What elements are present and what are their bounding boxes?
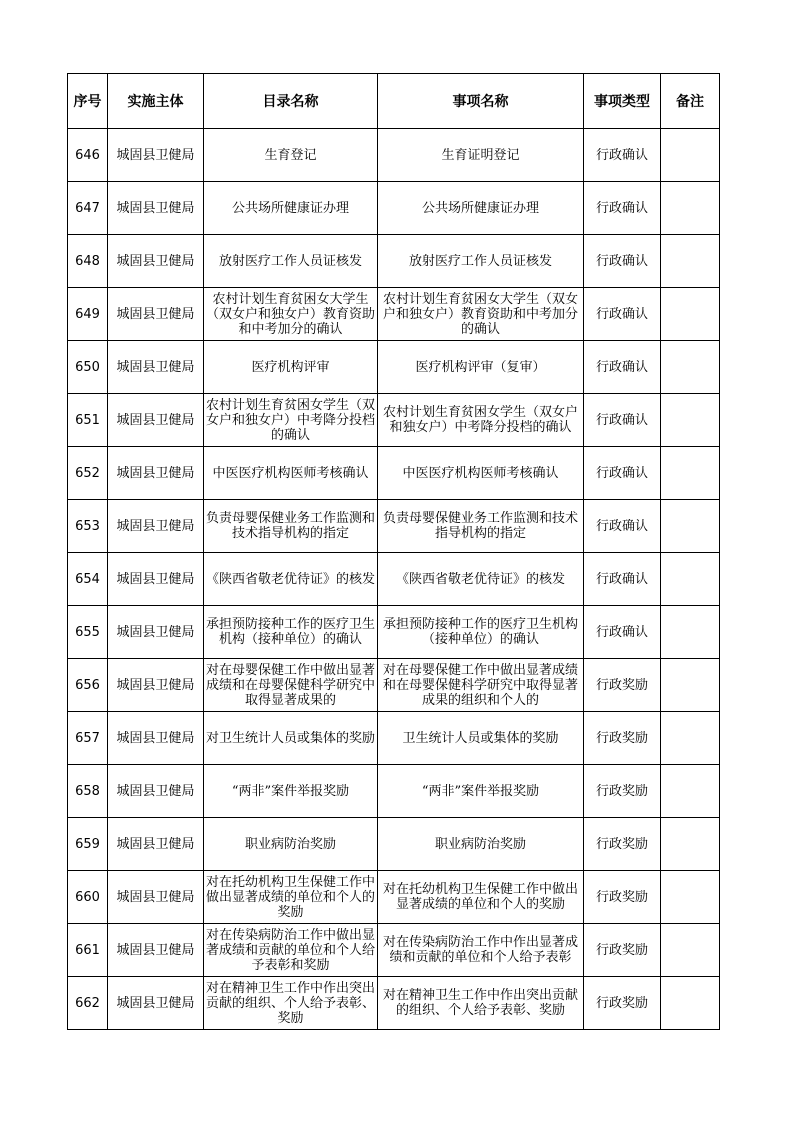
cell-note — [661, 447, 720, 500]
table-row — [68, 924, 720, 977]
cell-type-text: 行政奖励 — [595, 995, 648, 1011]
cell-catalog-text: 中医医疗机构医师考核确认 — [212, 465, 369, 481]
cell-note — [661, 659, 720, 712]
cell-type-text: 行政奖励 — [595, 889, 648, 905]
cell-type — [584, 659, 661, 712]
cell-no — [68, 924, 108, 977]
cell-catalog — [204, 977, 378, 1030]
cell-item-text: 公共场所健康证办理 — [421, 200, 539, 216]
cell-catalog-text: 负责母婴保健业务工作监测和技术指导机构的指定 — [206, 511, 375, 541]
cell-catalog-text: 对卫生统计人员或集体的奖励 — [206, 730, 375, 746]
cell-agency-text: 城固县卫健局 — [116, 730, 195, 746]
cell-no — [68, 659, 108, 712]
cell-type-text: 行政确认 — [595, 147, 648, 163]
cell-item-text: 《陕西省敬老优待证》的核发 — [395, 571, 565, 587]
cell-agency — [108, 977, 204, 1030]
cell-item-text: 承担预防接种工作的医疗卫生机构（接种单位）的确认 — [382, 617, 578, 647]
header-note: 备注 — [661, 74, 720, 129]
header-item: 事项名称 — [378, 74, 584, 129]
cell-agency-text: 城固县卫健局 — [116, 889, 195, 905]
cell-note — [661, 977, 720, 1030]
cell-agency — [108, 394, 204, 447]
table-row — [68, 977, 720, 1030]
cell-agency — [108, 924, 204, 977]
cell-catalog-text: 职业病防治奖励 — [244, 836, 336, 852]
cell-agency-text: 城固县卫健局 — [116, 412, 195, 428]
cell-item — [378, 712, 584, 765]
cell-no-text: 660 — [75, 889, 100, 905]
cell-item — [378, 659, 584, 712]
cell-item — [378, 341, 584, 394]
table-row — [68, 288, 720, 341]
cell-agency-text: 城固县卫健局 — [116, 359, 195, 375]
cell-no-text: 662 — [75, 995, 100, 1011]
cell-type-text: 行政奖励 — [595, 942, 648, 958]
table-row — [68, 606, 720, 659]
cell-catalog — [204, 765, 378, 818]
cell-agency — [108, 341, 204, 394]
cell-catalog-text: 公共场所健康证办理 — [231, 200, 349, 216]
table-row — [68, 341, 720, 394]
cell-agency-text: 城固县卫健局 — [116, 518, 195, 534]
cell-no-text: 656 — [75, 677, 100, 693]
cell-catalog — [204, 924, 378, 977]
cell-item — [378, 288, 584, 341]
cell-type-text: 行政奖励 — [595, 783, 648, 799]
cell-no — [68, 341, 108, 394]
table-row — [68, 447, 720, 500]
table-row — [68, 818, 720, 871]
cell-no-text: 657 — [75, 730, 100, 746]
cell-no-text: 653 — [75, 518, 100, 534]
cell-catalog-text: 承担预防接种工作的医疗卫生机构（接种单位）的确认 — [206, 617, 375, 647]
cell-note — [661, 341, 720, 394]
cell-catalog — [204, 712, 378, 765]
cell-no — [68, 765, 108, 818]
cell-note — [661, 871, 720, 924]
cell-agency — [108, 553, 204, 606]
cell-item — [378, 394, 584, 447]
cell-item-text: 生育证明登记 — [441, 147, 520, 163]
cell-type-text: 行政确认 — [595, 200, 648, 216]
cell-type — [584, 606, 661, 659]
cell-note — [661, 500, 720, 553]
cell-catalog-text: 《陕西省敬老优待证》的核发 — [206, 571, 375, 587]
cell-type-text: 行政确认 — [595, 412, 648, 428]
cell-no — [68, 182, 108, 235]
cell-catalog — [204, 394, 378, 447]
cell-item — [378, 606, 584, 659]
cell-agency — [108, 182, 204, 235]
cell-no-text: 655 — [75, 624, 100, 640]
cell-catalog — [204, 288, 378, 341]
cell-note — [661, 394, 720, 447]
cell-catalog — [204, 871, 378, 924]
cell-agency-text: 城固县卫健局 — [116, 465, 195, 481]
table-row — [68, 659, 720, 712]
table-row — [68, 182, 720, 235]
cell-note — [661, 553, 720, 606]
cell-no — [68, 447, 108, 500]
cell-note — [661, 606, 720, 659]
cell-agency — [108, 659, 204, 712]
cell-type — [584, 500, 661, 553]
cell-type — [584, 235, 661, 288]
cell-type-text: 行政奖励 — [595, 836, 648, 852]
cell-no — [68, 553, 108, 606]
cell-item-text: 对在精神卫生工作中作出突出贡献的组织、个人给予表彰、奖励 — [382, 988, 578, 1018]
cell-no-text: 658 — [75, 783, 100, 799]
cell-item — [378, 182, 584, 235]
cell-agency-text: 城固县卫健局 — [116, 624, 195, 640]
cell-note — [661, 288, 720, 341]
cell-no-text: 652 — [75, 465, 100, 481]
cell-no-text: 650 — [75, 359, 100, 375]
cell-type-text: 行政确认 — [595, 624, 648, 640]
cell-note — [661, 765, 720, 818]
cell-agency-text: 城固县卫健局 — [116, 995, 195, 1011]
cell-agency — [108, 500, 204, 553]
cell-catalog — [204, 235, 378, 288]
cell-catalog-text: 放射医疗工作人员证核发 — [218, 253, 362, 269]
cell-type — [584, 129, 661, 182]
cell-catalog — [204, 341, 378, 394]
cell-no — [68, 288, 108, 341]
cell-catalog-text: 对在传染病防治工作中做出显著成绩和贡献的单位和个人给予表彰和奖励 — [206, 927, 375, 973]
cell-item-text: 中医医疗机构医师考核确认 — [402, 465, 559, 481]
cell-agency-text: 城固县卫健局 — [116, 200, 195, 216]
cell-type — [584, 288, 661, 341]
cell-catalog-text: 农村计划生育贫困女学生（双女户和独女户）中考降分投档的确认 — [206, 397, 375, 443]
cell-type-text: 行政确认 — [595, 571, 648, 587]
cell-item-text: 农村计划生育贫困女大学生（双女户和独女户）教育资助和中考加分的确认 — [382, 291, 578, 337]
cell-no-text: 659 — [75, 836, 100, 852]
cell-no-text: 654 — [75, 571, 100, 587]
cell-no — [68, 394, 108, 447]
cell-item-text: 对在母婴保健工作中做出显著成绩和在母婴保健科学研究中取得显著成果的组织和个人的 — [382, 662, 578, 708]
cell-no-text: 661 — [75, 942, 100, 958]
cell-agency-text: 城固县卫健局 — [116, 147, 195, 163]
cell-type — [584, 182, 661, 235]
cell-catalog — [204, 182, 378, 235]
cell-item — [378, 500, 584, 553]
cell-item-text: 卫生统计人员或集体的奖励 — [402, 730, 559, 746]
cell-type-text: 行政确认 — [595, 518, 648, 534]
table-row — [68, 871, 720, 924]
table-row — [68, 765, 720, 818]
cell-no-text: 648 — [75, 253, 100, 269]
cell-item — [378, 924, 584, 977]
cell-catalog — [204, 659, 378, 712]
cell-agency — [108, 712, 204, 765]
header-row — [68, 74, 720, 129]
cell-catalog — [204, 447, 378, 500]
cell-type-text: 行政确认 — [595, 465, 648, 481]
cell-type — [584, 871, 661, 924]
cell-item-text: 负责母婴保健业务工作监测和技术指导机构的指定 — [382, 511, 578, 541]
cell-no — [68, 500, 108, 553]
cell-note — [661, 182, 720, 235]
cell-type-text: 行政确认 — [595, 253, 648, 269]
cell-type — [584, 553, 661, 606]
cell-note — [661, 235, 720, 288]
cell-item — [378, 129, 584, 182]
cell-agency-text: 城固县卫健局 — [116, 783, 195, 799]
cell-agency — [108, 606, 204, 659]
cell-catalog — [204, 606, 378, 659]
cell-type-text: 行政奖励 — [595, 677, 648, 693]
table-body — [68, 129, 720, 1030]
cell-note — [661, 712, 720, 765]
cell-no-text: 649 — [75, 306, 100, 322]
header-agency: 实施主体 — [108, 74, 204, 129]
cell-catalog-text: 对在精神卫生工作中作出突出贡献的组织、个人给予表彰、奖励 — [206, 980, 375, 1026]
table-row — [68, 712, 720, 765]
cell-no-text: 651 — [75, 412, 100, 428]
cell-agency-text: 城固县卫健局 — [116, 836, 195, 852]
cell-no — [68, 712, 108, 765]
table-row — [68, 553, 720, 606]
cell-agency — [108, 129, 204, 182]
cell-no — [68, 606, 108, 659]
cell-item — [378, 553, 584, 606]
cell-no-text: 646 — [75, 147, 100, 163]
table-row — [68, 129, 720, 182]
cell-no — [68, 235, 108, 288]
cell-item-text: 放射医疗工作人员证核发 — [408, 253, 552, 269]
cell-catalog-text: 医疗机构评审 — [251, 359, 330, 375]
cell-type — [584, 818, 661, 871]
header-no: 序号 — [68, 74, 108, 129]
cell-type — [584, 765, 661, 818]
cell-catalog — [204, 500, 378, 553]
cell-type-text: 行政确认 — [595, 359, 648, 375]
table-row — [68, 235, 720, 288]
cell-no — [68, 871, 108, 924]
cell-item — [378, 765, 584, 818]
cell-catalog-text: “两非”案件举报奖励 — [231, 783, 350, 799]
cell-agency — [108, 288, 204, 341]
cell-agency-text: 城固县卫健局 — [116, 677, 195, 693]
cell-no — [68, 818, 108, 871]
cell-agency-text: 城固县卫健局 — [116, 306, 195, 322]
cell-type — [584, 341, 661, 394]
cell-catalog-text: 对在母婴保健工作中做出显著成绩和在母婴保健科学研究中取得显著成果的 — [206, 662, 375, 708]
cell-item-text: 对在托幼机构卫生保健工作中做出显著成绩的单位和个人的奖励 — [382, 882, 578, 912]
cell-type — [584, 712, 661, 765]
cell-no-text: 647 — [75, 200, 100, 216]
cell-note — [661, 924, 720, 977]
cell-item-text: 医疗机构评审（复审） — [415, 359, 546, 375]
cell-type — [584, 977, 661, 1030]
cell-agency — [108, 235, 204, 288]
cell-type — [584, 447, 661, 500]
cell-agency-text: 城固县卫健局 — [116, 571, 195, 587]
cell-type-text: 行政奖励 — [595, 730, 648, 746]
cell-agency-text: 城固县卫健局 — [116, 253, 195, 269]
cell-item-text: 职业病防治奖励 — [434, 836, 526, 852]
cell-catalog-text: 农村计划生育贫困女大学生（双女户和独女户）教育资助和中考加分的确认 — [206, 291, 375, 337]
cell-agency — [108, 765, 204, 818]
cell-item-text: “两非”案件举报奖励 — [421, 783, 540, 799]
cell-catalog-text: 对在托幼机构卫生保健工作中做出显著成绩的单位和个人的奖励 — [206, 874, 375, 920]
cell-agency — [108, 818, 204, 871]
cell-item — [378, 871, 584, 924]
cell-item — [378, 818, 584, 871]
cell-type-text: 行政确认 — [595, 306, 648, 322]
cell-catalog — [204, 553, 378, 606]
cell-no — [68, 977, 108, 1030]
cell-no — [68, 129, 108, 182]
cell-item — [378, 977, 584, 1030]
cell-agency — [108, 447, 204, 500]
cell-type — [584, 394, 661, 447]
cell-note — [661, 818, 720, 871]
cell-catalog-text: 生育登记 — [264, 147, 317, 163]
header-type: 事项类型 — [584, 74, 661, 129]
cell-item — [378, 447, 584, 500]
header-catalog: 目录名称 — [204, 74, 378, 129]
cell-item-text: 对在传染病防治工作中作出显著成绩和贡献的单位和个人给予表彰 — [382, 935, 578, 965]
table-row — [68, 500, 720, 553]
cell-note — [661, 129, 720, 182]
cell-item-text: 农村计划生育贫困女学生（双女户和独女户）中考降分投档的确认 — [382, 405, 578, 435]
cell-agency-text: 城固县卫健局 — [116, 942, 195, 958]
cell-catalog — [204, 129, 378, 182]
cell-item — [378, 235, 584, 288]
cell-type — [584, 924, 661, 977]
table-row — [68, 394, 720, 447]
catalog-table — [67, 73, 720, 1030]
cell-catalog — [204, 818, 378, 871]
cell-agency — [108, 871, 204, 924]
